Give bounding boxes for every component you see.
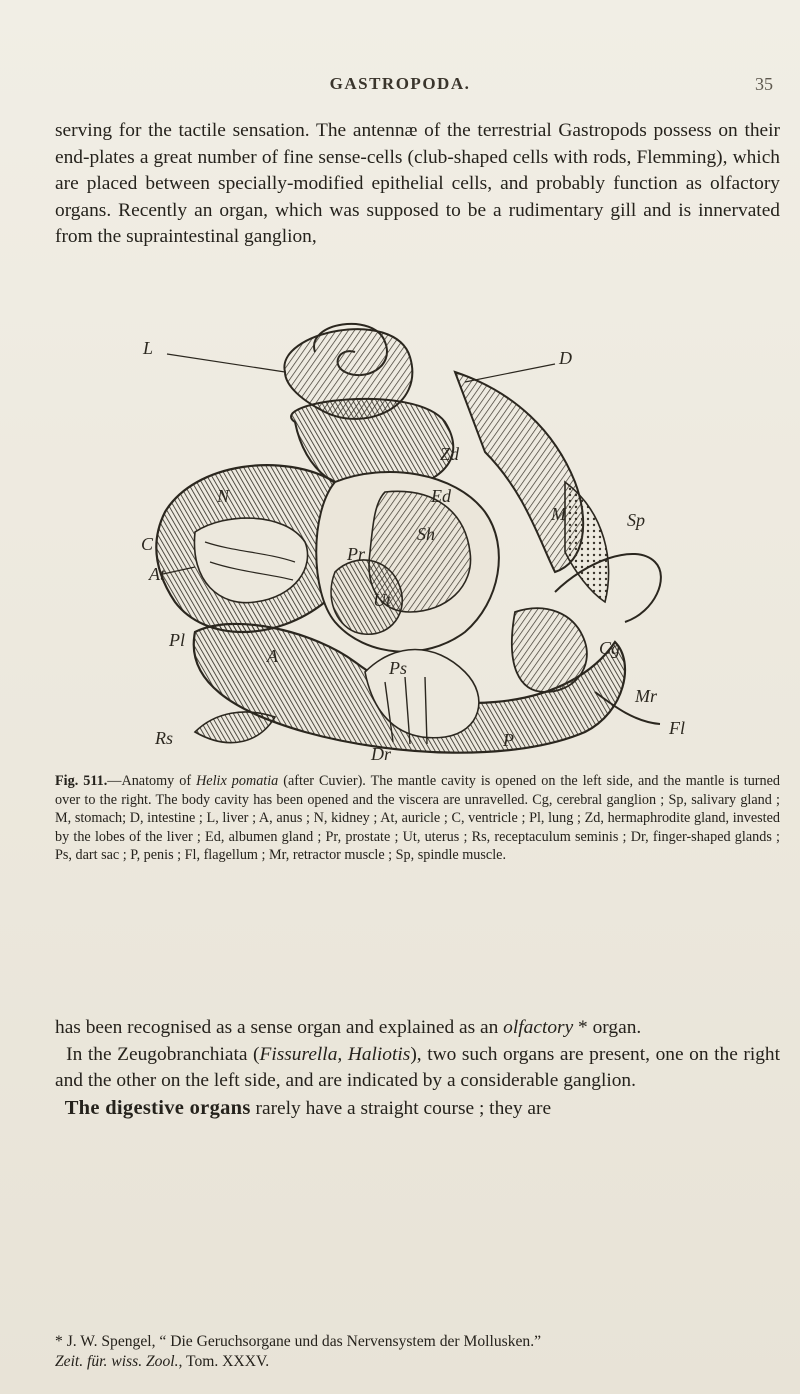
caption-prefix: —Anatomy of — [107, 773, 192, 789]
figure-label-Fl: Fl — [669, 718, 685, 738]
footnote-marker: * — [578, 1017, 588, 1038]
zeugo-rest: ), two such organs are present, one on the right and the other on the left side, and are indicated by a considerable ganglion. — [55, 1043, 780, 1091]
footnote-volume: Tom. XXXV. — [186, 1353, 270, 1370]
footnote-journal: Zeit. für. wiss. Zool., — [55, 1353, 183, 1370]
olfactory-term: olfactory — [503, 1017, 574, 1038]
footnote — [55, 1332, 780, 1372]
figure-label-Mr: Mr — [635, 686, 657, 706]
caption-body: (after Cuvier). The mantle cavity is opened on the left side, and the mantle is turned over to the right. The body cavity has been opened and the viscera are unravelled. Cg, cerebral ganglion ; Sp, salivary gland ; M, stomach; D, intestine ; L, liver ; A, anus ; N, kidney ; At, auricle ; C, ventricle ; Pl, lung ; Zd, hermaphrodite gland, invested by the lobes of the liver ; Ed, albumen gland ; Pr, prostate ; Ut, uterus ; Rs, receptaculum seminis ; Dr, finger-shaped glands ; Ps, dart sac ; P, penis ; Fl, flagellum ; Mr, retractor muscle ; Sp, spindle muscle. — [55, 773, 781, 864]
footnote-citation: * J. W. Spengel, “ Die Geruchsorgane und das Nervensystem der Mollusken.” — [55, 1333, 542, 1350]
figure-label-Zd: Zd — [440, 444, 460, 464]
figure-label-Pr: Pr — [347, 544, 365, 564]
figure-label-D: D — [559, 348, 572, 368]
helix-anatomy-illustration — [135, 312, 695, 772]
zeugo-start: In the Zeugobranchiata ( — [66, 1043, 260, 1065]
paragraph-continuation — [55, 1015, 780, 1042]
page-number: 35 — [755, 74, 773, 94]
figure-label-Cg: Cg — [599, 638, 621, 658]
figure-label-A: A — [267, 646, 278, 666]
running-head — [0, 74, 800, 98]
paragraph-text: serving for the tactile sensation. The antennæ of the terrestrial Gastropods possess on their end-plates a great number of fine sense-cells (club-shaped cells with rods, Flemming), which are placed between specially-modified epithelial cells, and probably function as olfactory organs. Recently an organ, which was supposed to be a rudimentary gill and is innervated from the supraintestinal ganglion, — [55, 120, 780, 247]
zeugobranchiata-paragraph — [55, 1042, 780, 1095]
body-paragraph-bottom — [55, 1015, 780, 1122]
digestive-heading: The digestive organs — [64, 1096, 251, 1119]
figure-label-Rs: Rs — [155, 728, 173, 748]
figure-label-Ut: Ut — [373, 590, 391, 610]
digestive-text: rarely have a straight course ; they are — [255, 1097, 552, 1119]
caption-species: Helix pomatia — [196, 773, 279, 789]
figure-label-L: L — [143, 338, 154, 358]
figure-label-N: N — [217, 486, 230, 506]
anatomy-figure — [135, 312, 695, 772]
figure-label-Ed: Ed — [431, 486, 451, 506]
page-header-title: GASTROPODA. — [329, 74, 471, 93]
body-paragraph-top — [55, 118, 780, 251]
figure-label-Sp: Sp — [627, 510, 645, 530]
continuation-end: organ. — [592, 1017, 642, 1038]
continuation-text: has been recognised as a sense organ and explained as an — [55, 1017, 499, 1038]
figure-label-Sh: Sh — [417, 524, 435, 544]
zeugo-genera: Fissurella, Haliotis — [259, 1043, 411, 1065]
figure-label-C: C — [141, 534, 154, 554]
figure-label-Dr: Dr — [371, 744, 392, 764]
figure-label-Pl: Pl — [169, 630, 185, 650]
caption-figure-number: Fig. 511. — [55, 773, 108, 789]
figure-label-At: At — [149, 564, 165, 584]
figure-label-P: P — [503, 730, 514, 750]
digestive-paragraph — [55, 1095, 780, 1123]
footnote-source — [55, 1352, 780, 1372]
figure-caption — [55, 772, 780, 865]
figure-label-Ps: Ps — [389, 658, 407, 678]
figure-label-M: M — [551, 504, 566, 524]
